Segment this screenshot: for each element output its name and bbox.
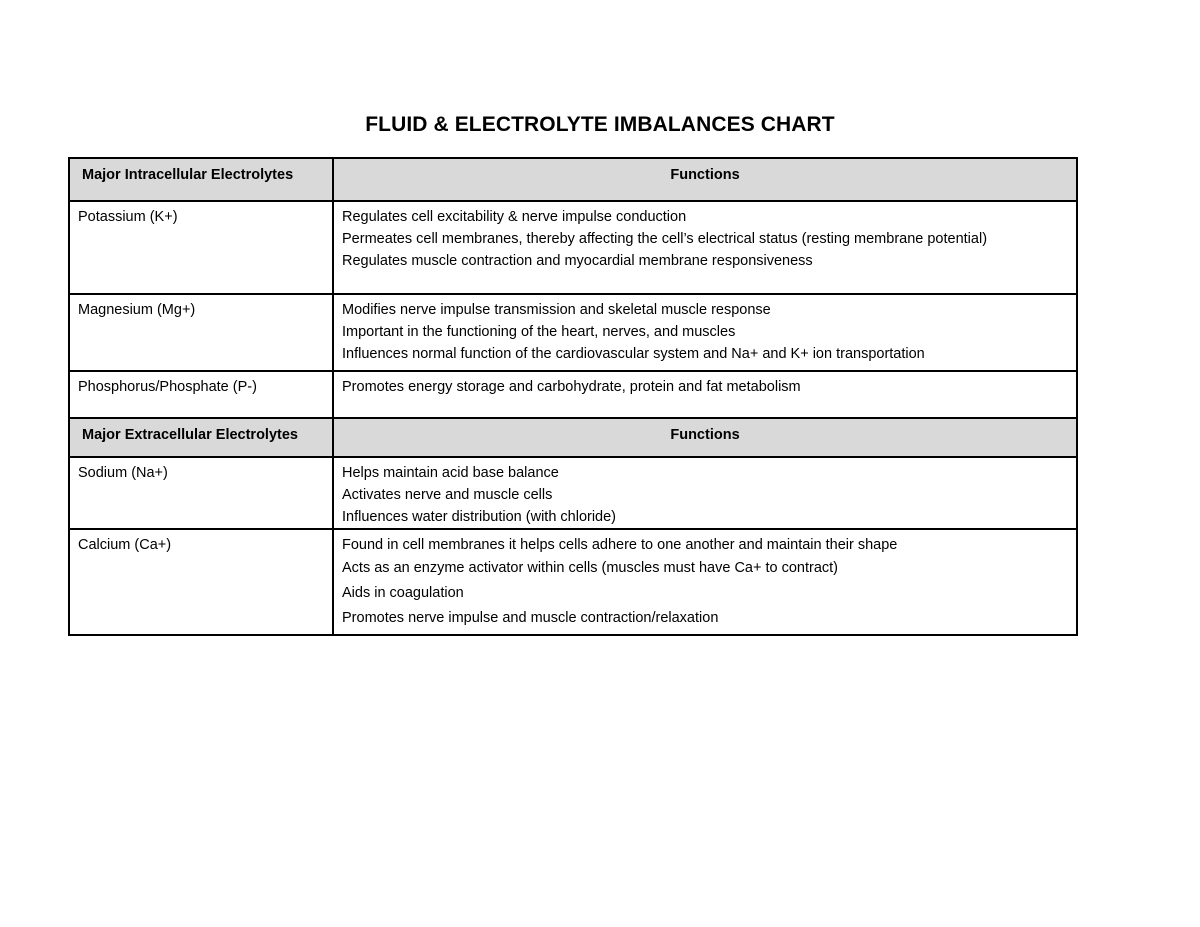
electrolyte-name: Calcium (Ca+) bbox=[69, 529, 333, 635]
electrolyte-name: Magnesium (Mg+) bbox=[69, 294, 333, 371]
function-line: Influences water distribution (with chloride) bbox=[342, 509, 617, 525]
function-line: Found in cell membranes it helps cells adhere to one another and maintain their shape bbox=[342, 537, 898, 553]
electrolyte-name: Potassium (K+) bbox=[69, 201, 333, 294]
functions-cell bbox=[333, 457, 1077, 529]
function-line: Modifies nerve impulse transmission and skeletal muscle response bbox=[342, 302, 771, 318]
function-line: Activates nerve and muscle cells bbox=[342, 487, 553, 503]
function-line: Aids in coagulation bbox=[342, 585, 464, 601]
function-line: Helps maintain acid base balance bbox=[342, 465, 559, 481]
functions-cell bbox=[333, 294, 1077, 371]
electrolyte-name: Phosphorus/Phosphate (P-) bbox=[69, 371, 333, 418]
function-line: Influences normal function of the cardiovascular system and Na+ and K+ ion transportation bbox=[342, 346, 925, 362]
function-line: Acts as an enzyme activator within cells (muscles must have Ca+ to contract) bbox=[342, 560, 839, 576]
extracellular-header-label: Major Extracellular Electrolytes bbox=[69, 418, 333, 457]
intracellular-header-label: Major Intracellular Electrolytes bbox=[69, 158, 333, 201]
table-row-magnesium bbox=[69, 294, 1077, 371]
intracellular-header-row bbox=[69, 158, 1077, 201]
function-line: Important in the functioning of the heart, nerves, and muscles bbox=[342, 324, 736, 340]
function-line: Promotes nerve impulse and muscle contraction/relaxation bbox=[342, 610, 719, 626]
table-row-potassium bbox=[69, 201, 1077, 294]
function-line: Regulates muscle contraction and myocardial membrane responsiveness bbox=[342, 253, 813, 269]
extracellular-functions-header: Functions bbox=[333, 418, 1077, 457]
function-line: Regulates cell excitability & nerve impulse conduction bbox=[342, 209, 687, 225]
table-row-sodium bbox=[69, 457, 1077, 529]
functions-cell bbox=[333, 371, 1077, 418]
functions-cell bbox=[333, 201, 1077, 294]
page-title: FLUID & ELECTROLYTE IMBALANCES CHART bbox=[365, 113, 835, 136]
extracellular-header-row bbox=[69, 418, 1077, 457]
function-line: Permeates cell membranes, thereby affecting the cell’s electrical status (resting membrane potential) bbox=[342, 231, 988, 247]
table-row-calcium bbox=[69, 529, 1077, 635]
electrolytes-table bbox=[68, 157, 1078, 636]
electrolyte-name: Sodium (Na+) bbox=[69, 457, 333, 529]
function-line: Promotes energy storage and carbohydrate, protein and fat metabolism bbox=[342, 379, 801, 395]
functions-cell bbox=[333, 529, 1077, 635]
intracellular-functions-header: Functions bbox=[333, 158, 1077, 201]
table-row-phosphorus bbox=[69, 371, 1077, 418]
